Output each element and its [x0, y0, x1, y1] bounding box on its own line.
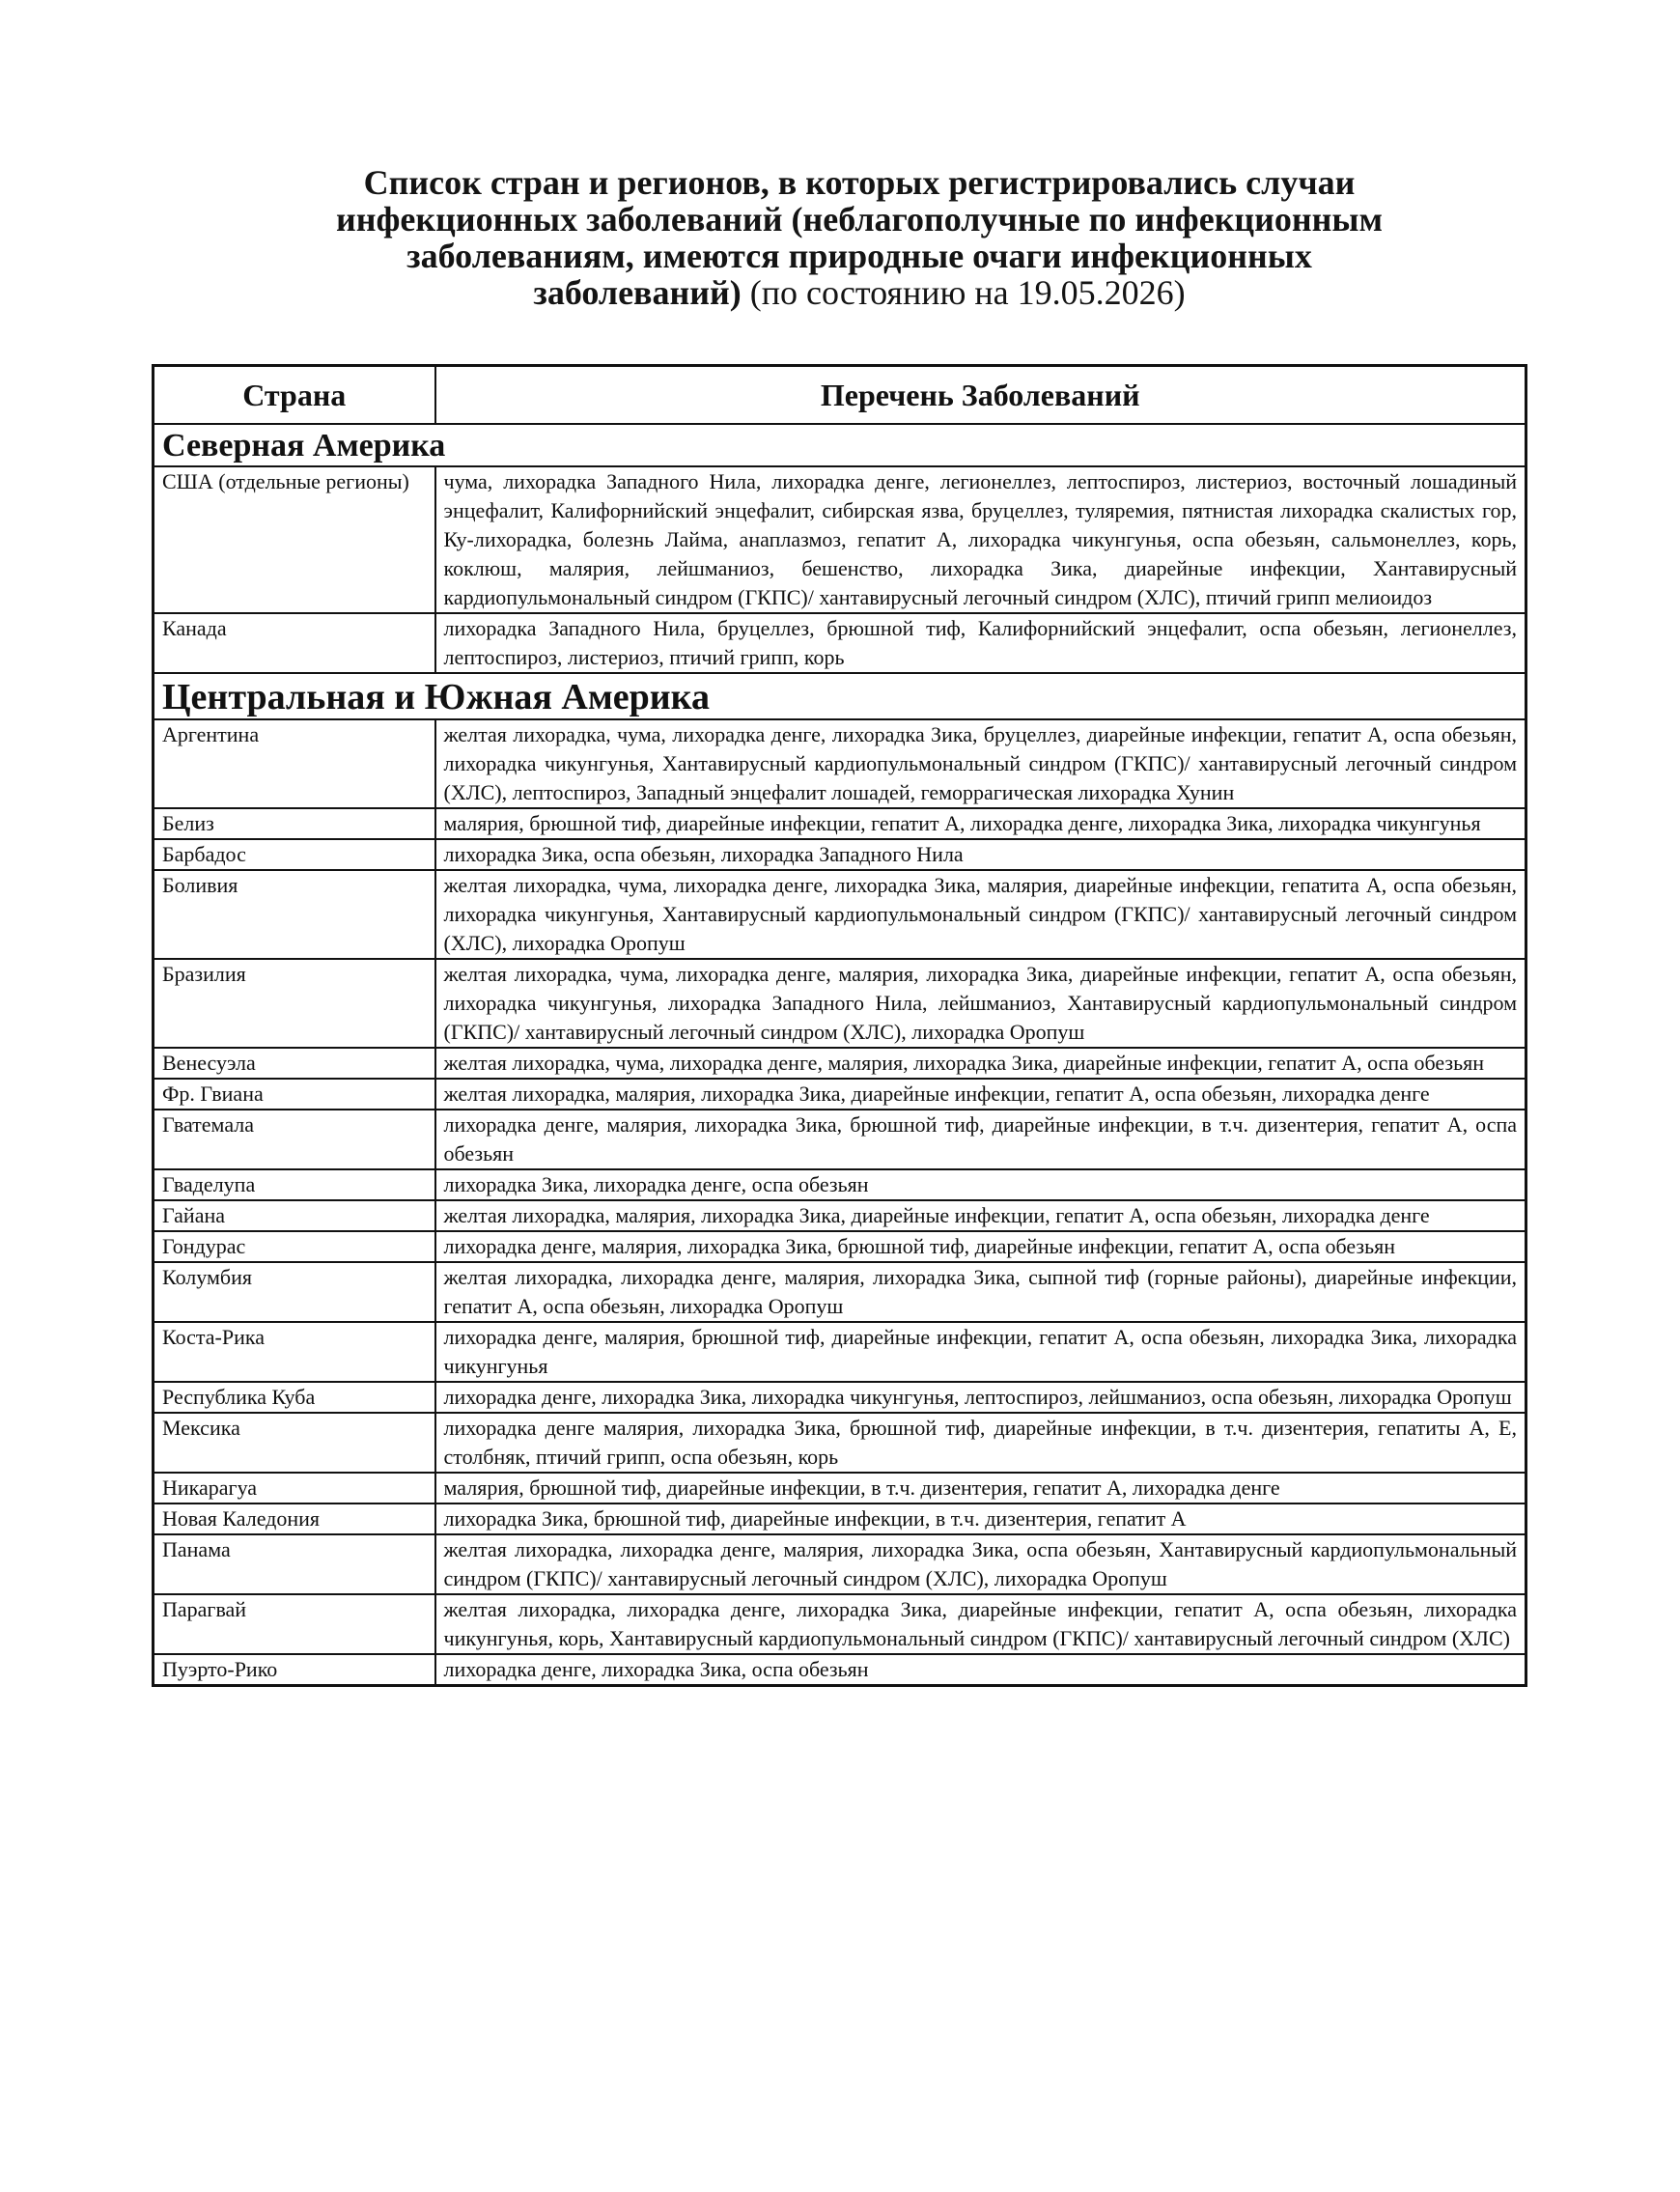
document-title: [232, 164, 1487, 311]
country-cell: Мексика: [154, 1413, 435, 1473]
diseases-cell: желтая лихорадка, малярия, лихорадка Зика, диарейные инфекции, гепатит А, оспа обезьян, лихорадка денге: [435, 1200, 1526, 1231]
diseases-cell: малярия, брюшной тиф, диарейные инфекции, гепатит А, лихорадка денге, лихорадка Зика, лихорадка чикунгунья: [435, 808, 1526, 839]
country-cell: Новая Каледония: [154, 1503, 435, 1534]
header-country: Страна: [154, 366, 435, 425]
title-line-4: [232, 274, 1487, 311]
region-north-america: Северная Америка: [154, 424, 1526, 466]
table-row: [154, 1534, 1526, 1594]
table-row: [154, 1110, 1526, 1169]
country-cell: Бразилия: [154, 959, 435, 1048]
table-row: [154, 719, 1526, 808]
table-row: [154, 613, 1526, 673]
diseases-cell: лихорадка денге, малярия, лихорадка Зика, брюшной тиф, диарейные инфекции, гепатит А, оспа обезьян: [435, 1231, 1526, 1262]
table-row: [154, 1413, 1526, 1473]
diseases-cell: желтая лихорадка, малярия, лихорадка Зика, диарейные инфекции, гепатит А, оспа обезьян, лихорадка денге: [435, 1079, 1526, 1110]
title-line-1: Список стран и регионов, в которых регистрировались случаи: [363, 163, 1356, 202]
title-date: (по состоянию на 19.05.2026): [749, 273, 1186, 312]
country-cell: Фр. Гвиана: [154, 1079, 435, 1110]
region-row-north: [154, 424, 1526, 466]
country-cell: Парагвай: [154, 1594, 435, 1654]
country-cell: Белиз: [154, 808, 435, 839]
diseases-cell: лихорадка денге, лихорадка Зика, оспа обезьян: [435, 1654, 1526, 1686]
country-cell: Панама: [154, 1534, 435, 1594]
country-cell: Республика Куба: [154, 1382, 435, 1413]
country-cell: Никарагуа: [154, 1473, 435, 1503]
country-cell: Гондурас: [154, 1231, 435, 1262]
diseases-cell: желтая лихорадка, чума, лихорадка денге, малярия, лихорадка Зика, диарейные инфекции, гепатит А, оспа обезьян, лихорадка чикунгунья, лихорадка Западного Нила, лейшманиоз, Хантавирусный кардиопульмональный синдром (ГКПС)/ хантавирусный легочный синдром (ХЛС), лихорадка Оропуш: [435, 959, 1526, 1048]
diseases-cell: лихорадка Западного Нила, бруцеллез, брюшной тиф, Калифорнийский энцефалит, оспа обезьян, легионеллез, лептоспироз, листериоз, птичий грипп, корь: [435, 613, 1526, 673]
table-row: [154, 870, 1526, 959]
diseases-cell: желтая лихорадка, чума, лихорадка денге, малярия, лихорадка Зика, диарейные инфекции, гепатит А, оспа обезьян: [435, 1048, 1526, 1079]
diseases-cell: желтая лихорадка, лихорадка денге, лихорадка Зика, диарейные инфекции, гепатит А, оспа обезьян, лихорадка чикунгунья, корь, Хантавирусный кардиопульмональный синдром (ГКПС)/ хантавирусный легочный синдром (ХЛС): [435, 1594, 1526, 1654]
table-row: [154, 1503, 1526, 1534]
country-cell: Боливия: [154, 870, 435, 959]
diseases-cell: лихорадка денге, малярия, лихорадка Зика, брюшной тиф, диарейные инфекции, в т.ч. дизентерия, гепатит А, оспа обезьян: [435, 1110, 1526, 1169]
table-row: [154, 1473, 1526, 1503]
region-row-central: [154, 673, 1526, 719]
country-cell: Гваделупа: [154, 1169, 435, 1200]
country-cell: Гватемала: [154, 1110, 435, 1169]
table-row: [154, 1262, 1526, 1322]
diseases-cell: лихорадка денге, лихорадка Зика, лихорадка чикунгунья, лептоспироз, лейшманиоз, оспа обезьян, лихорадка Оропуш: [435, 1382, 1526, 1413]
country-cell: США (отдельные регионы): [154, 466, 435, 613]
table-row: [154, 1322, 1526, 1382]
table-row: [154, 466, 1526, 613]
country-cell: Аргентина: [154, 719, 435, 808]
table-row: [154, 1231, 1526, 1262]
country-cell: Пуэрто-Рико: [154, 1654, 435, 1686]
table-header-row: [154, 366, 1526, 425]
diseases-cell: малярия, брюшной тиф, диарейные инфекции, в т.ч. дизентерия, гепатит А, лихорадка денге: [435, 1473, 1526, 1503]
diseases-cell: лихорадка денге, малярия, брюшной тиф, диарейные инфекции, гепатит А, оспа обезьян, лихорадка Зика, лихорадка чикунгунья: [435, 1322, 1526, 1382]
diseases-cell: желтая лихорадка, чума, лихорадка денге, лихорадка Зика, малярия, диарейные инфекции, гепатита А, оспа обезьян, лихорадка чикунгунья, Хантавирусный кардиопульмональный синдром (ГКПС)/ хантавирусный легочный синдром (ХЛС), лихорадка Оропуш: [435, 870, 1526, 959]
table-row: [154, 1200, 1526, 1231]
table-row: [154, 1169, 1526, 1200]
diseases-cell: лихорадка Зика, лихорадка денге, оспа обезьян: [435, 1169, 1526, 1200]
table-body: [154, 424, 1526, 1686]
diseases-cell: лихорадка денге малярия, лихорадка Зика, брюшной тиф, диарейные инфекции, в т.ч. дизентерия, гепатиты А, Е, столбняк, птичий грипп, оспа обезьян, корь: [435, 1413, 1526, 1473]
country-cell: Коста-Рика: [154, 1322, 435, 1382]
country-cell: Колумбия: [154, 1262, 435, 1322]
title-line-3: заболеваниям, имеются природные очаги инфекционных: [406, 237, 1312, 275]
table-row: [154, 808, 1526, 839]
country-cell: Барбадос: [154, 839, 435, 870]
table-row: [154, 1594, 1526, 1654]
disease-table: [152, 364, 1527, 1687]
diseases-cell: желтая лихорадка, лихорадка денге, малярия, лихорадка Зика, сыпной тиф (горные районы), диарейные инфекции, гепатит А, оспа обезьян, лихорадка Оропуш: [435, 1262, 1526, 1322]
country-cell: Канада: [154, 613, 435, 673]
table-row: [154, 1079, 1526, 1110]
header-diseases: Перечень Заболеваний: [435, 366, 1526, 425]
region-central-south-america: Центральная и Южная Америка: [154, 673, 1526, 719]
diseases-cell: желтая лихорадка, чума, лихорадка денге, лихорадка Зика, бруцеллез, диарейные инфекции, гепатит А, оспа обезьян, лихорадка чикунгунья, Хантавирусный кардиопульмональный синдром (ГКПС)/ хантавирусный легочный синдром (ХЛС), лептоспироз, Западный энцефалит лошадей, геморрагическая лихорадка Хунин: [435, 719, 1526, 808]
diseases-cell: желтая лихорадка, лихорадка денге, малярия, лихорадка Зика, оспа обезьян, Хантавирусный кардиопульмональный синдром (ГКПС)/ хантавирусный легочный синдром (ХЛС), лихорадка Оропуш: [435, 1534, 1526, 1594]
table-row: [154, 1654, 1526, 1686]
diseases-cell: лихорадка Зика, оспа обезьян, лихорадка Западного Нила: [435, 839, 1526, 870]
country-cell: Гайана: [154, 1200, 435, 1231]
diseases-cell: чума, лихорадка Западного Нила, лихорадка денге, легионеллез, лептоспироз, листериоз, восточный лошадиный энцефалит, Калифорнийский энцефалит, сибирская язва, бруцеллез, туляремия, пятнистая лихорадка скалистых гор, Ку-лихорадка, болезнь Лайма, анаплазмоз, гепатит А, лихорадка чикунгунья, оспа обезьян, сальмонеллез, корь, коклюш, малярия, лейшманиоз, бешенство, лихорадка Зика, диарейные инфекции, Хантавирусный кардиопульмональный синдром (ГКПС)/ хантавирусный легочный синдром (ХЛС), птичий грипп мелиоидоз: [435, 466, 1526, 613]
diseases-cell: лихорадка Зика, брюшной тиф, диарейные инфекции, в т.ч. дизентерия, гепатит А: [435, 1503, 1526, 1534]
title-line-2: инфекционных заболеваний (неблагополучные по инфекционным: [335, 200, 1384, 239]
country-cell: Венесуэла: [154, 1048, 435, 1079]
table-row: [154, 959, 1526, 1048]
table-row: [154, 1382, 1526, 1413]
table-row: [154, 839, 1526, 870]
title-line-4-bold: заболеваний): [533, 273, 742, 312]
table-row: [154, 1048, 1526, 1079]
